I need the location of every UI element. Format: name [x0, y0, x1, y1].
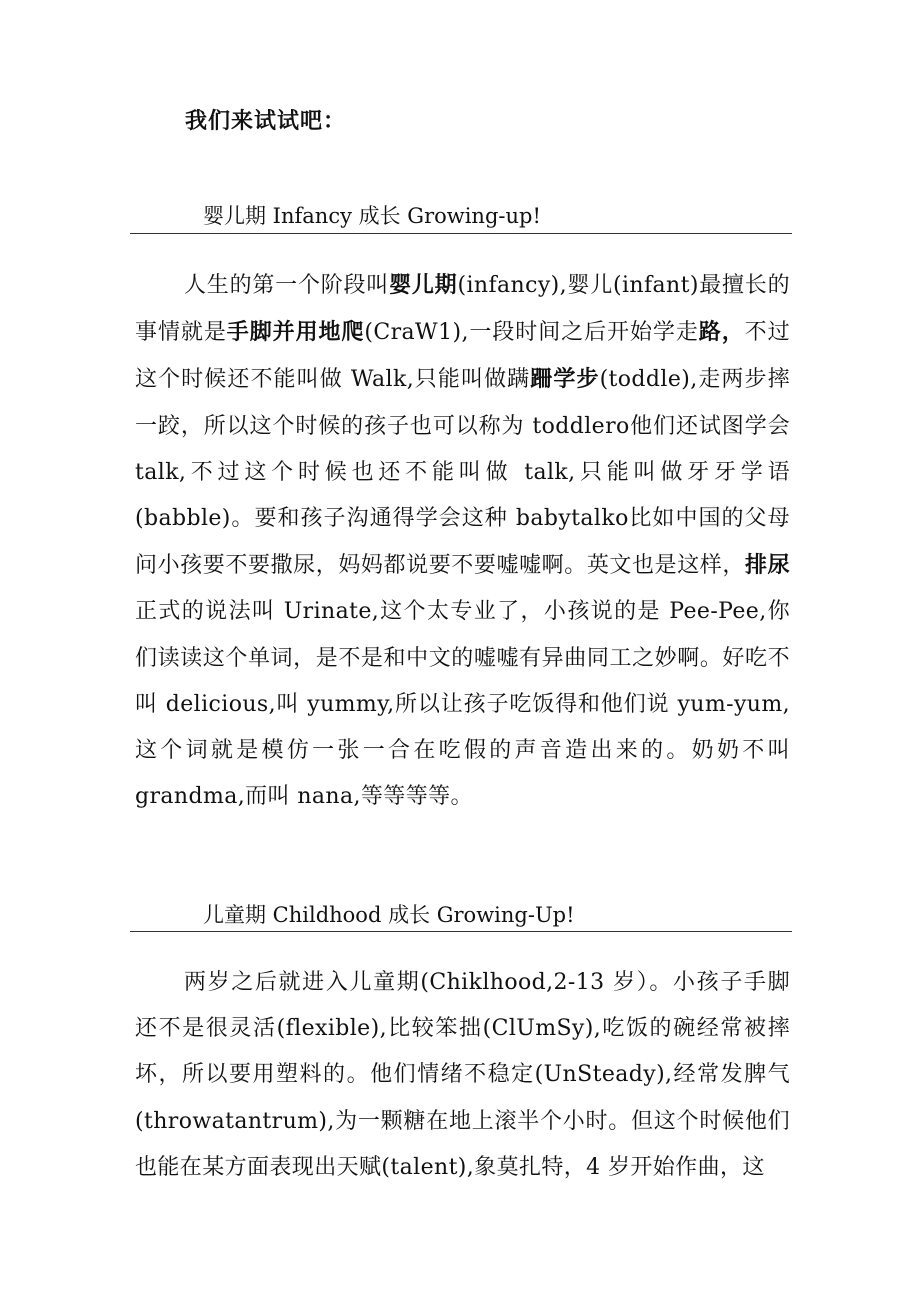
text-run: (toddle),走两步摔一跤，所以这个时候的孩子也可以称为 toddlero他们还试图学会 talk,不过这个时候也还不能叫做 talk,只能叫做牙牙学语(babble)。要和孩子沟通得学会这种 babytalko比如中国的父母问小孩要不要撒尿，妈妈都说要不要嘘嘘啊。英文也是这样， [135, 367, 791, 579]
emphasis-text: 跚学步 [530, 366, 600, 393]
text-run: 正式的说法叫 Urinate,这个太专业了，小孩说的是 Pee-Pee,你们读读这个单词，是不是和中文的嘘嘘有异曲同工之妙啊。好吃不叫 delicious,叫 yummy,所以让孩子吃饭得和他们说 yum-yum,这个词就是模仿一张一合在吃假的声音造出来的。奶奶不叫 grandma,而叫 nana,等等等等。 [135, 599, 790, 810]
section-heading-childhood: 儿童期 Childhood 成长 Growing-Up! [203, 903, 575, 927]
text-run: (infancy),婴儿(infant)最擅长的事情就是 [135, 273, 790, 346]
emphasis-text: 手脚并用地爬 [226, 319, 365, 346]
text-run: 不过这个时候还不能叫做 Walk,只能叫做蹒 [135, 320, 790, 393]
emphasis-text: 路， [698, 319, 745, 346]
section-divider [130, 931, 792, 932]
intro-heading: 我们来试试吧： [185, 108, 347, 134]
text-run: (CraW1),一段时间之后开始学走 [364, 320, 699, 346]
paragraph-infancy [135, 262, 790, 820]
section-divider [130, 233, 792, 234]
emphasis-text: 排尿 [745, 552, 790, 579]
section-heading-infancy: 婴儿期 Infancy 成长 Growing-up! [203, 204, 541, 228]
paragraph-childhood [135, 960, 790, 1191]
text-run: 两岁之后就进入儿童期(Chiklhood,2-13 岁）。小孩子手脚还不是很灵活(flexible),比较笨拙(ClUmSy),吃饭的碗经常被摔坏，所以要用塑料的。他们情绪不稳定(UnSteady),经常发脾气(throwatantrum),为一颗糖在地上滚半个小时。但这个时候他们也能在某方面表现出天赋(talent),象莫扎特，4 岁开始作曲，这 [135, 970, 790, 1180]
text-run: 人生的第一个阶段叫 [184, 273, 390, 298]
emphasis-text: 婴儿期 [389, 272, 458, 298]
